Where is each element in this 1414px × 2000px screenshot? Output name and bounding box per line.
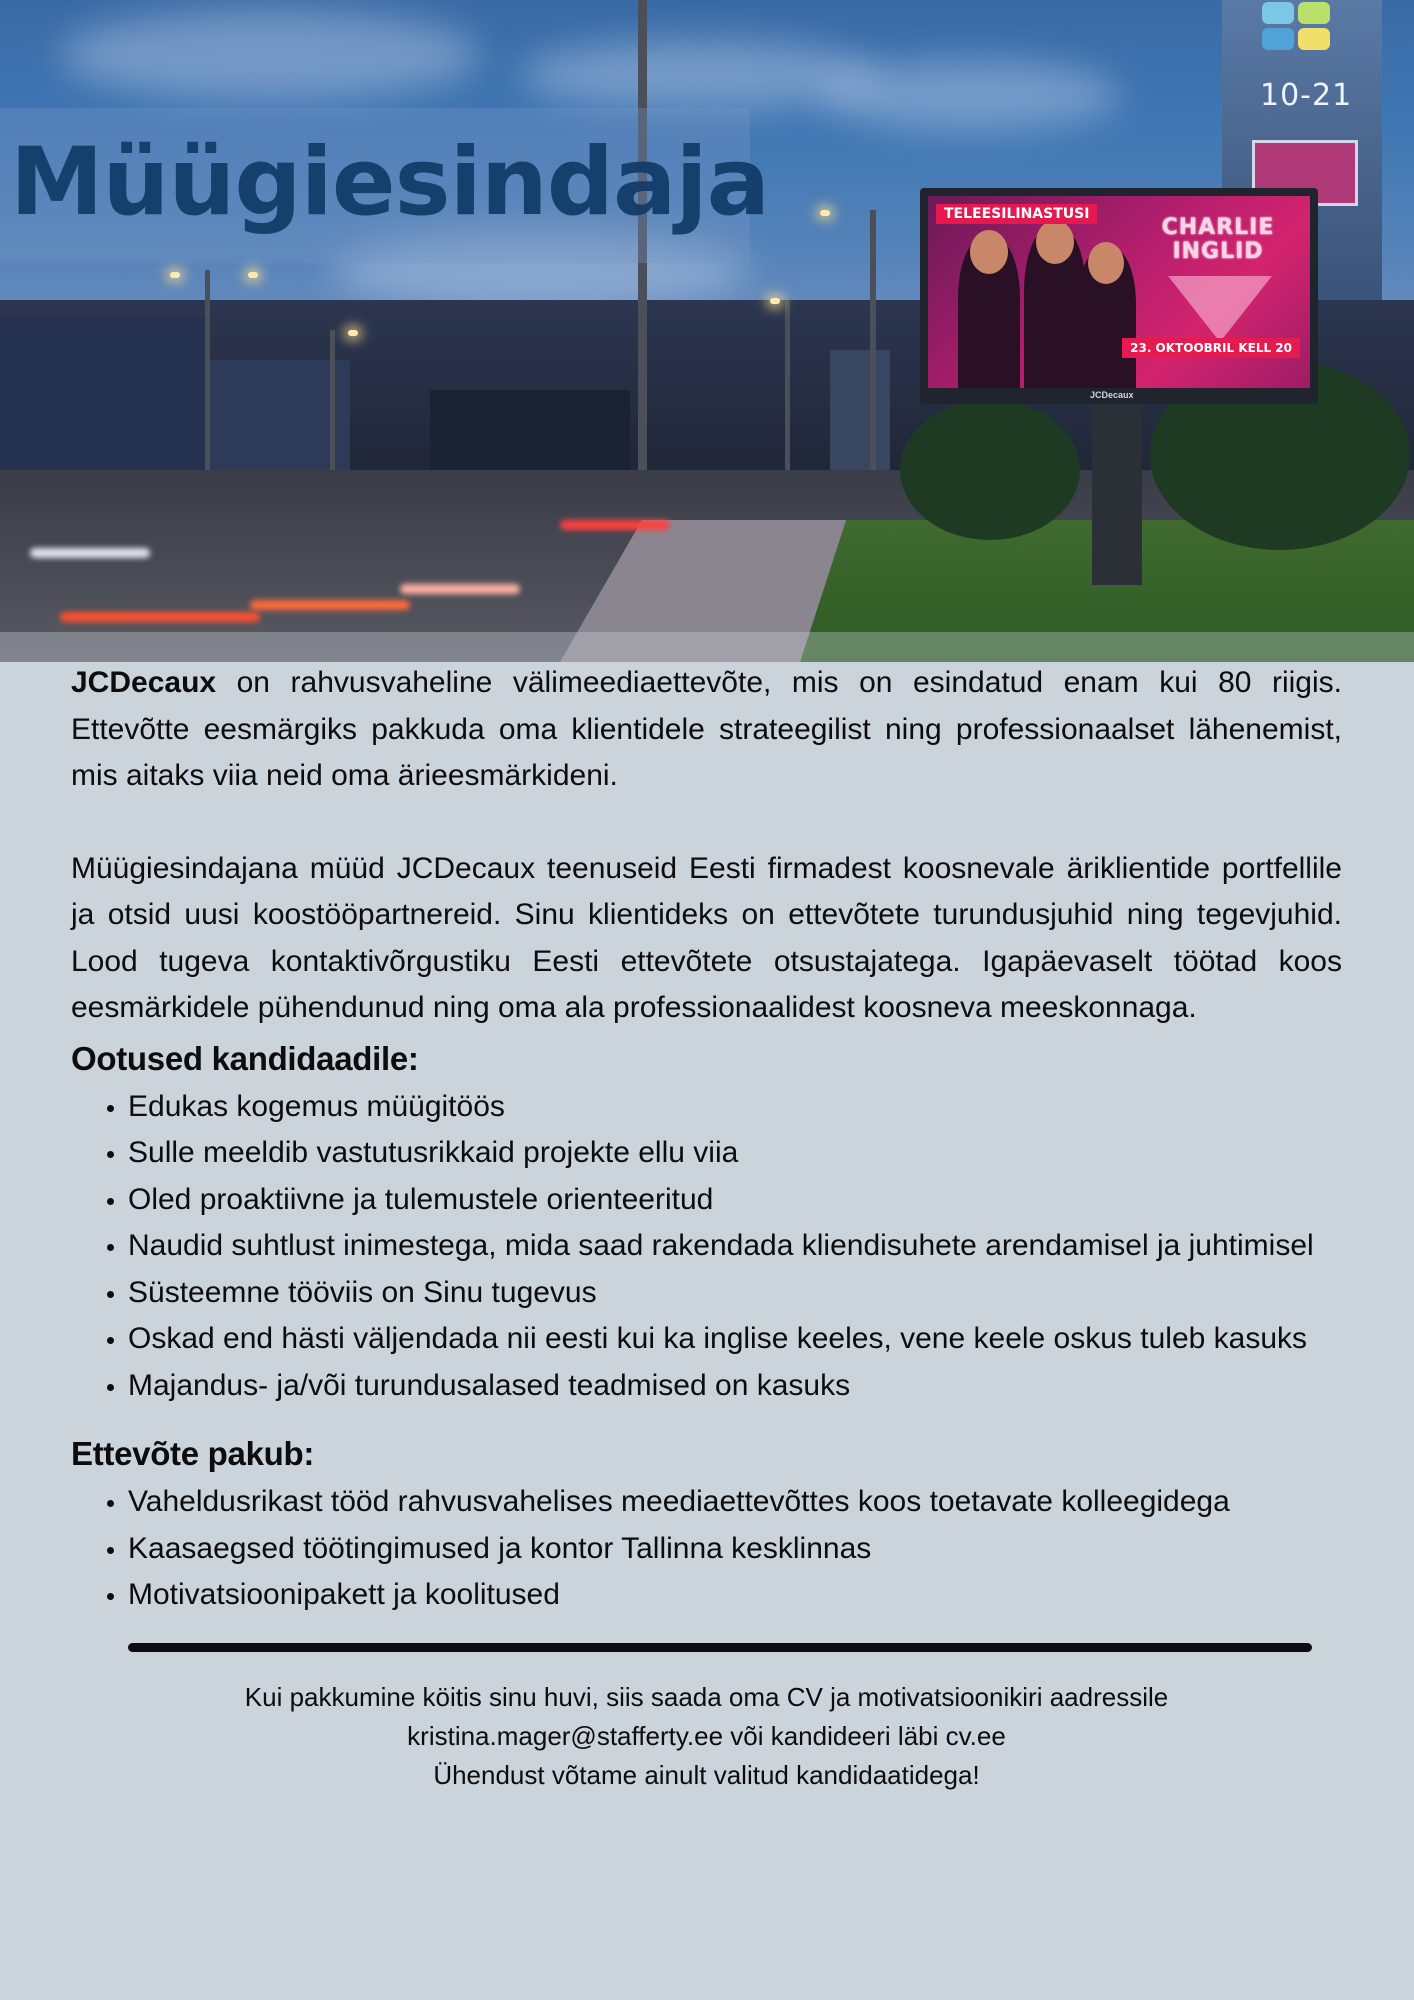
offer-heading: Ettevõte pakub: (71, 1435, 315, 1472)
tower-text: 10-21 (1260, 78, 1353, 113)
list-item: • Oled proaktiivne ja tulemustele orienteeritud (128, 1177, 1342, 1224)
footer-line-3: Ühendust võtame ainult valitud kandidaatidega! (433, 1759, 980, 1790)
billboard-title: CHARLIE INGLID (1161, 215, 1275, 264)
expectations-list (71, 1084, 1342, 1410)
ulemiste-logo-icon (1262, 2, 1332, 52)
list-item: • Majandus- ja/või turundusalased teadmised on kasuks (128, 1363, 1342, 1410)
triangle-logo-icon (1168, 276, 1272, 342)
offer-list (71, 1479, 1342, 1619)
list-item: • Motivatsioonipakett ja koolitused (128, 1572, 1342, 1619)
page-title: Müügiesindaja (10, 128, 770, 237)
list-item: • Edukas kogemus müügitöös (128, 1084, 1342, 1131)
expectations-heading: Ootused kandidaadile: (71, 1039, 419, 1077)
divider (128, 1643, 1312, 1652)
billboard (928, 196, 1310, 388)
billboard-brand: JCDecaux (1090, 390, 1134, 400)
footer-line-1: Kui pakkumine köitis sinu huvi, siis saada oma CV ja motivatsioonikiri aadressile (244, 1681, 1169, 1712)
list-item: • Oskad end hästi väljendada nii eesti kui ka inglise keeles, vene keele oskus tuleb kasuks (128, 1316, 1342, 1363)
role-description: Müügiesindajana müüd JCDecaux teenuseid Eesti firmadest koosnevale äriklientide portfellile ja otsid uusi koostööpartnereid. Sinu klientideks on ettevõtete turundusjuhid ning tegevjuhid. Lood tugeva kontaktivõrgustiku Eesti ettevõtete otsustajatega. Igapäevaselt töötad koos eesmärkidele pühendunud ning oma ala professionaalidest koosneva meeskonnaga. (71, 851, 1342, 1024)
list-item: • Naudid suhtlust inimestega, mida saad rakendada kliendisuhete arendamisel ja juhtimisel (128, 1223, 1342, 1270)
list-item: • Süsteemne tööviis on Sinu tugevus (128, 1270, 1342, 1317)
company-name: JCDecaux (71, 666, 217, 699)
job-ad-body (71, 660, 1342, 1795)
intro-paragraph: JCDecaux on rahvusvaheline välimeediaettevõte, mis on esindatud enam kui 80 riigis. Ettevõtte eesmärgiks pakkuda oma klientidele strateegilist ning professionaalset lähenemist, mis aitaks viia neid oma ärieesmärkideni. (71, 666, 1342, 792)
billboard-tag: TELEESILINASTUSI (936, 204, 1097, 224)
list-item: • Vaheldusrikast tööd rahvusvahelises meediaettevõttes koos toetavate kolleegidega (128, 1479, 1342, 1526)
hero-photo (0, 0, 1414, 662)
list-item: • Sulle meeldib vastutusrikkaid projekte ellu viia (128, 1130, 1342, 1177)
billboard-date: 23. OKTOOBRIL KELL 20 (1122, 338, 1300, 358)
contact-email-line[interactable]: kristina.mager@stafferty.ee või kandideeri läbi cv.ee (407, 1720, 1006, 1751)
list-item: • Kaasaegsed töötingimused ja kontor Tallinna kesklinnas (128, 1526, 1342, 1573)
contact-footer (71, 1678, 1342, 1795)
